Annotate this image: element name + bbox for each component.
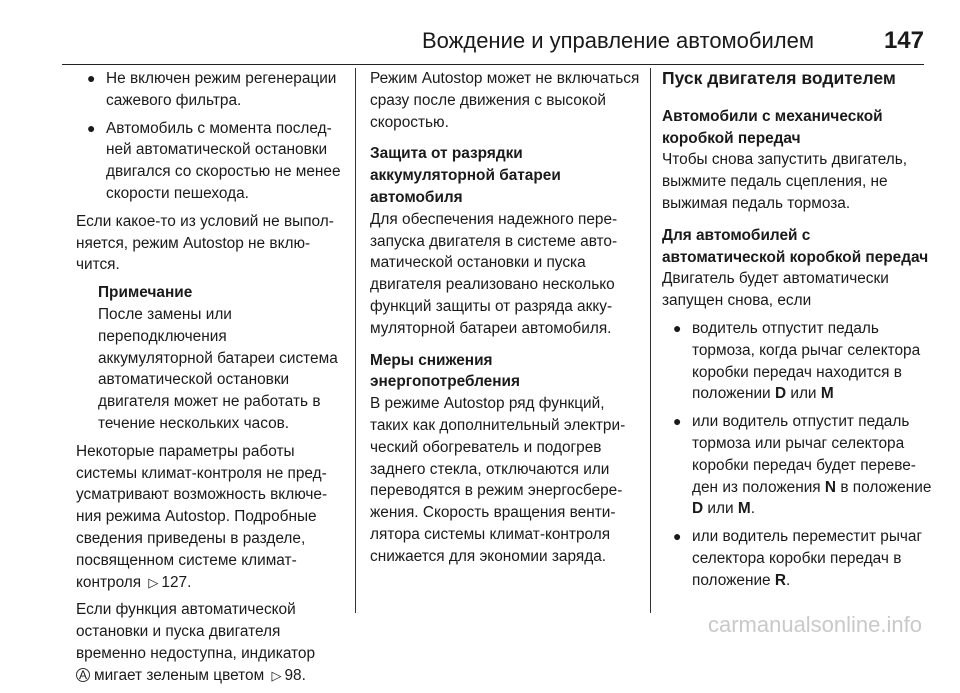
gear-n: N (824, 478, 837, 496)
gear-m: M (737, 500, 751, 518)
watermark: carmanualsonline.info (707, 612, 922, 637)
section-heading: Пуск двигателя водителем (662, 68, 896, 88)
page-reference[interactable]: 98. (284, 666, 306, 684)
autostop-indicator-icon: A (76, 668, 90, 682)
bullet-icon: ● (673, 528, 682, 545)
subheading: Для автомобилей с автоматической коробкой передач (662, 226, 929, 266)
subheading: Защита от разрядки аккумуляторной батареи автомобиля (370, 145, 561, 206)
column-1 (76, 68, 344, 693)
paragraph: Если функция автоматической остановки и пуска двигателя временно недоступна, индикатор A мигает зеленым цветом ▷ 98. (76, 601, 316, 684)
gear-r: R (774, 571, 787, 589)
page-reference[interactable]: 127. (161, 573, 192, 591)
paragraph: В режиме Autostop ряд функций, таких как дополнительный электрический обогреватель и подогрев заднего стекла, отключаются или переводятся в режим энергосбережения. Скорость вращения вентилятора системы климат-контроля снижается для экономии заряда. (370, 395, 626, 565)
list-item: ● или водитель отпустит педаль тормоза или рычаг селектора коробки передач будет переведен из положения N в положение D или M. (673, 413, 932, 518)
paragraph: Некоторые параметры работы системы климат-контроля не предусматривают возможность включения режима Autostop. Подробные сведения приведены в разделе, посвященном системе климат-контроля ▷ 127. (76, 442, 328, 591)
column-divider (355, 68, 356, 613)
paragraph: Для обеспечения надежного перезапуска двигателя в системе автоматической остановки и пуска двигателя реализовано несколько функций защиты от разряда аккумуляторной батареи автомобиля. (370, 210, 618, 337)
list-item: ● Автомобиль с момента последней автоматической остановки двигался со скоростью не менее скорости пешехода. (87, 119, 341, 202)
page-number: 147 (883, 27, 924, 54)
note-heading: Примечание (98, 284, 193, 302)
reference-arrow-icon: ▷ (271, 667, 282, 683)
bullet-icon: ● (673, 413, 682, 430)
list-item: ● Не включен режим регенерации сажевого фильтра. (87, 70, 337, 109)
paragraph: Режим Autostop может не включаться сразу после движения с высокой скоростью. (370, 70, 640, 131)
gear-d: D (692, 500, 704, 518)
note (76, 282, 344, 435)
page-title: Вождение и управление автомобилем (421, 28, 814, 53)
column-3 (662, 68, 932, 598)
subheading: Меры снижения энергопотребления (370, 351, 520, 391)
list-item: ● или водитель переместит рычаг селектора коробки передач в положение R. (673, 528, 923, 589)
bullet-icon: ● (87, 119, 96, 136)
column-2 (370, 68, 642, 574)
paragraph: Чтобы снова запустить двигатель, выжмите педаль сцепления, не выжимая педаль тормоза. (662, 151, 908, 212)
page-header (62, 28, 924, 65)
reference-arrow-icon: ▷ (148, 574, 159, 590)
bullet-icon: ● (87, 70, 96, 86)
paragraph: Двигатель будет автоматически запущен снова, если (662, 270, 889, 310)
paragraph: Если какое-то из условий не выполняется, режим Autostop не включится. (76, 212, 334, 274)
list-item: ● водитель отпустит педаль тормоза, когда рычаг селектора коробки передач находится в положении D или M (673, 319, 921, 403)
bullet-icon: ● (673, 319, 682, 336)
gear-d: D (774, 385, 787, 403)
note-text: После замены или переподключения аккумуляторной батареи система автоматической остановки двигателя может не работать в течение нескольких часов. (98, 305, 338, 432)
gear-m: M (820, 385, 834, 403)
column-divider (650, 68, 651, 613)
subheading: Автомобили с механической коробкой передач (662, 107, 883, 147)
